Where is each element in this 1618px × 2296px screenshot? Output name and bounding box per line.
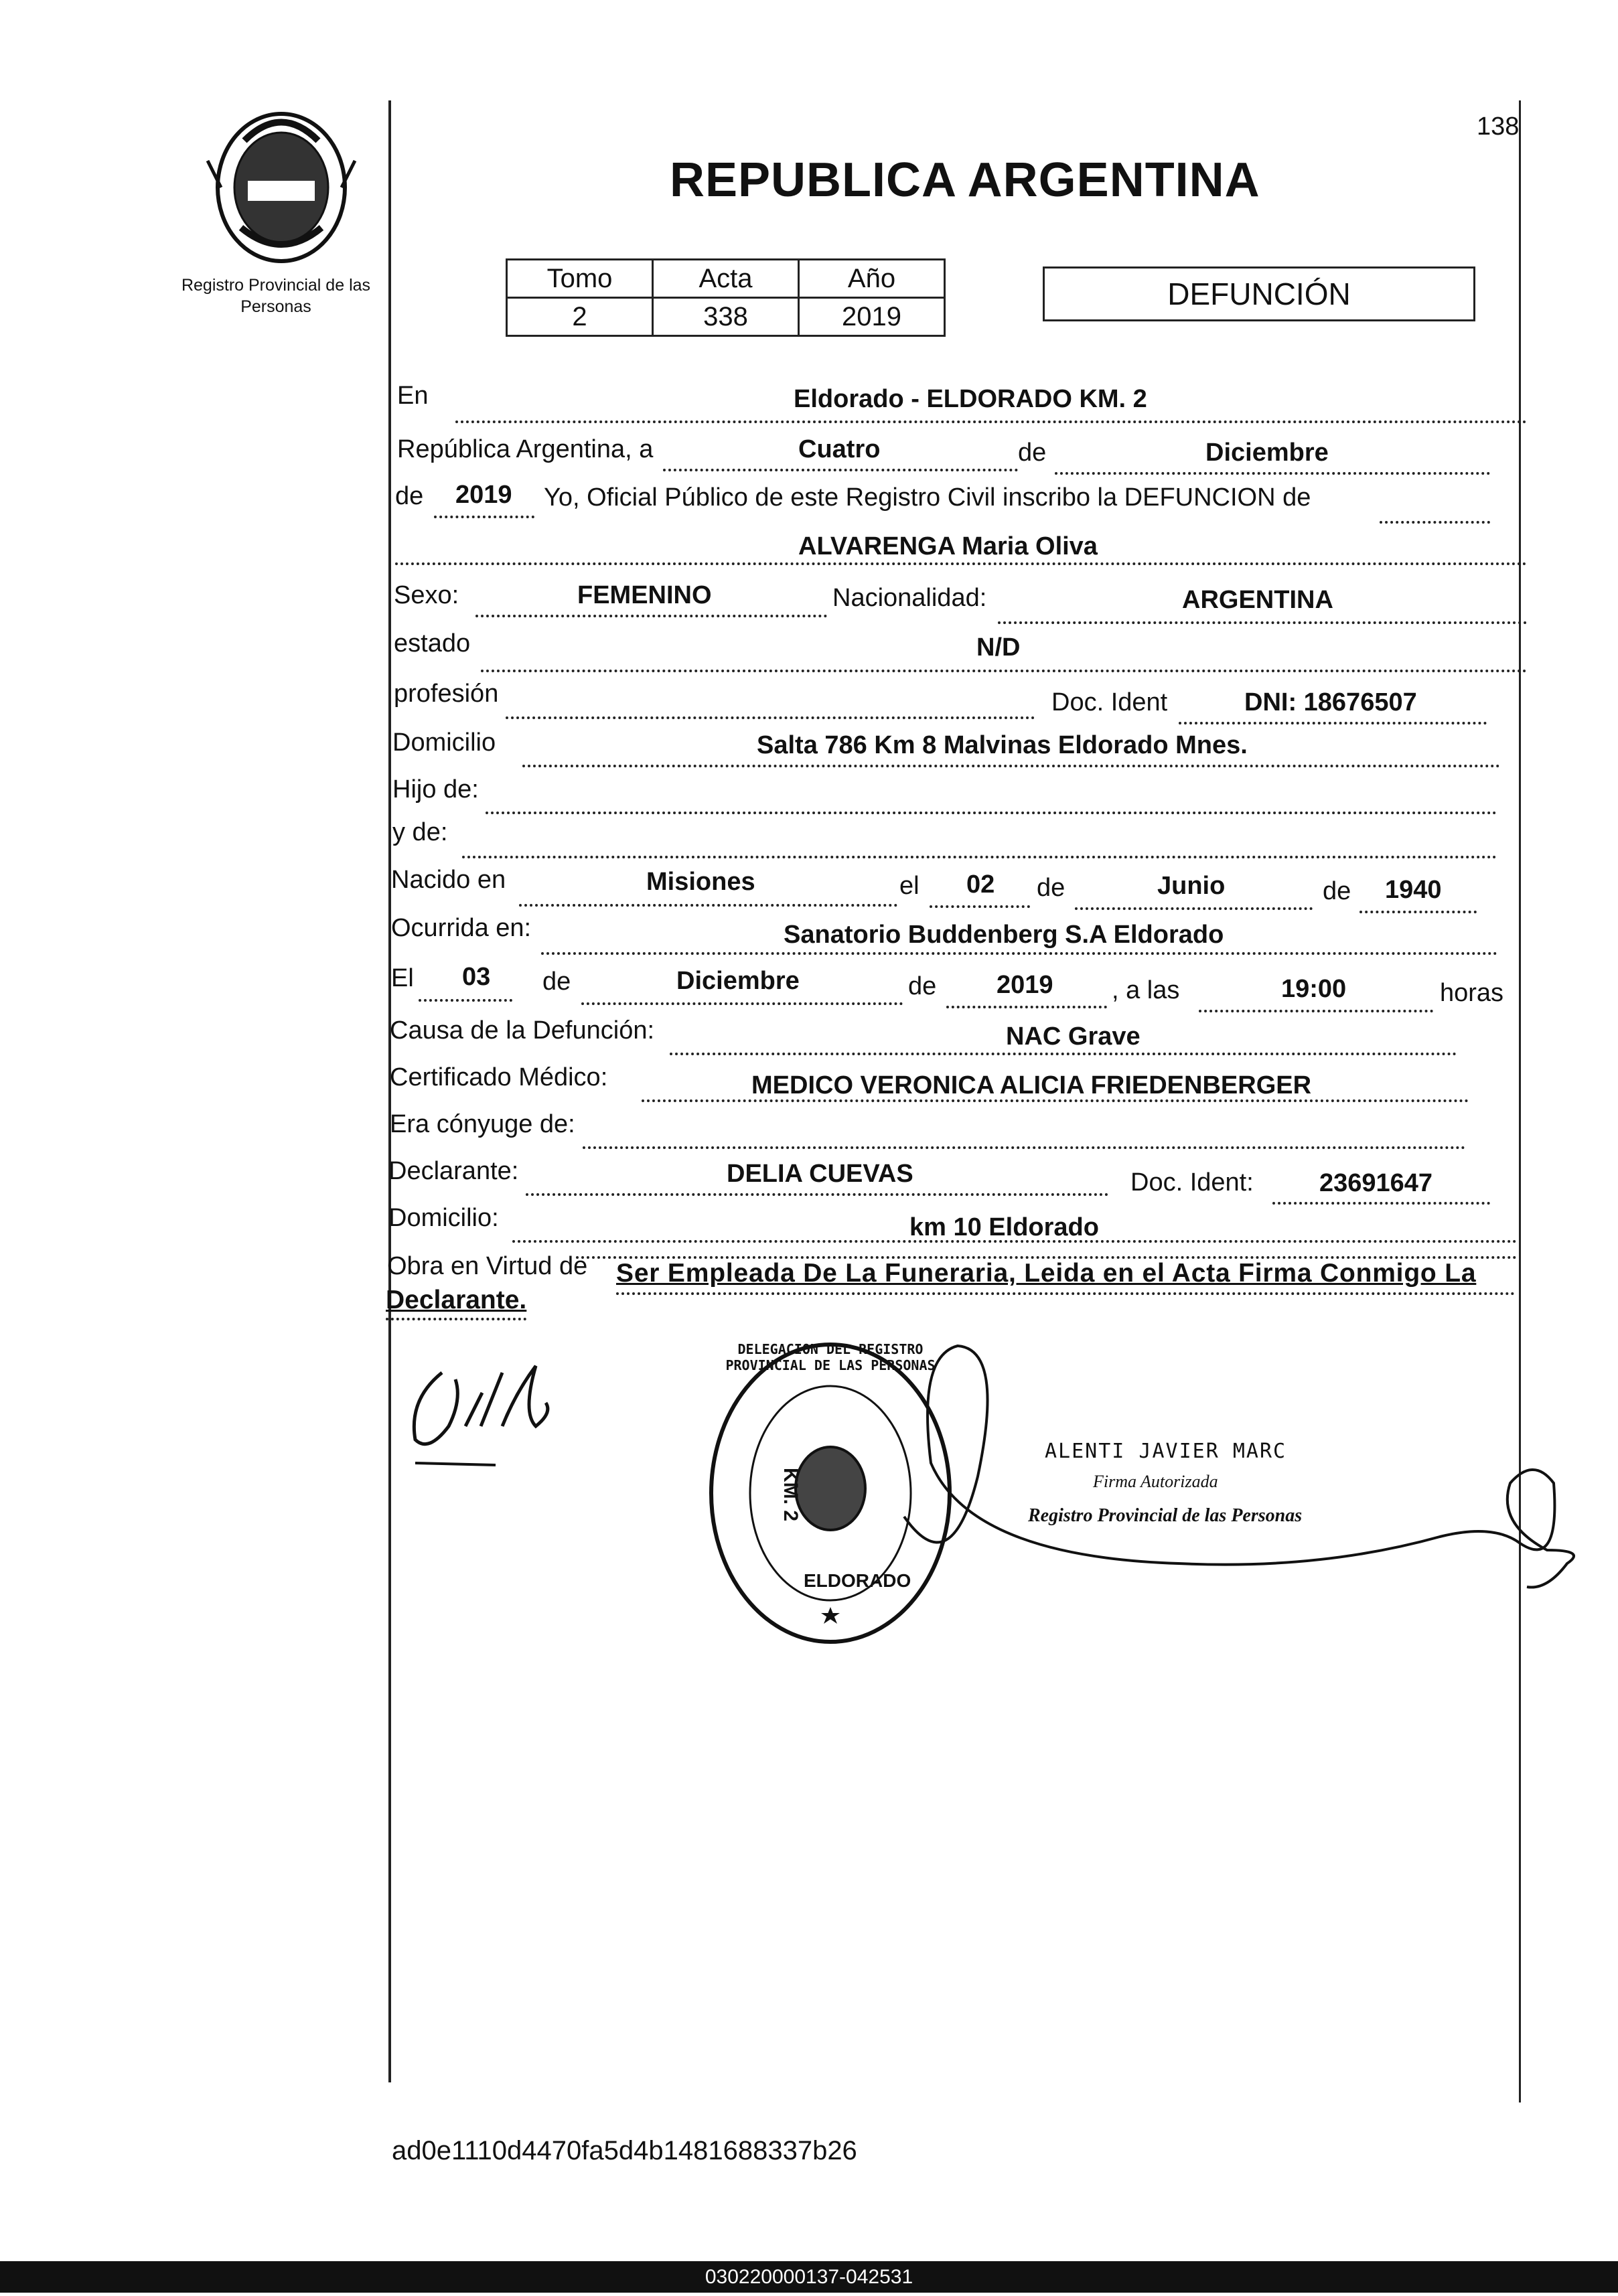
obra-line-1 <box>616 1292 1515 1295</box>
anio-value: 2019 <box>799 298 945 336</box>
causa-line <box>670 1053 1457 1055</box>
estado-line <box>481 670 1527 672</box>
obra-line-2 <box>386 1318 526 1320</box>
decl-doc-value: 23691647 <box>1319 1169 1433 1197</box>
provincial-seal <box>201 107 362 268</box>
doc-type-box <box>1043 266 1475 321</box>
death-time: 19:00 <box>1281 975 1347 1003</box>
ocurrida-line <box>541 952 1497 955</box>
declarante-line <box>526 1193 1108 1196</box>
nacido-line <box>519 904 897 907</box>
birth-day: 02 <box>966 870 995 899</box>
birth-month-line <box>1075 907 1313 910</box>
official-name: ALENTI JAVIER MARC <box>1045 1440 1287 1463</box>
declarante-label: Declarante: <box>388 1157 519 1185</box>
year-line <box>434 516 534 518</box>
domicilio2-value: km 10 Eldorado <box>909 1213 1099 1241</box>
decl-doc-label: Doc. Ident: <box>1130 1168 1254 1197</box>
official-title: Firma Autorizada <box>1093 1472 1218 1491</box>
month-line <box>1055 472 1490 475</box>
birth-year: 1940 <box>1385 876 1442 904</box>
doc-value: DNI: 18676507 <box>1244 688 1417 716</box>
year-value: 2019 <box>455 481 512 509</box>
profesion-label: profesión <box>394 680 499 708</box>
stamp-inner-left: KM. 2 <box>780 1467 802 1522</box>
en-label: En <box>397 382 429 410</box>
stamp-inner-right: ELDORADO <box>804 1570 911 1591</box>
nacionalidad-value: ARGENTINA <box>1182 586 1333 614</box>
day-word: Cuatro <box>798 435 881 463</box>
doc-line <box>1179 722 1487 724</box>
sexo-line <box>475 615 827 617</box>
certificado-label: Certificado Médico: <box>390 1063 608 1091</box>
document-hash: ad0e1110d4470fa5d4b1481688337b26 <box>392 2136 857 2165</box>
death-de-2: de <box>908 972 937 1000</box>
domicilio-value: Salta 786 Km 8 Malvinas Eldorado Mnes. <box>757 731 1248 759</box>
footer-bar <box>0 2261 1618 2293</box>
conyuge-label: Era cónyuge de: <box>390 1110 575 1138</box>
death-year-line <box>946 1006 1107 1008</box>
registry-label: Registro Provincial de las Personas <box>181 276 371 316</box>
sexo-value: FEMENINO <box>577 581 712 609</box>
inscribo-line <box>1380 521 1490 524</box>
death-day-line <box>419 999 512 1002</box>
birth-month: Junio <box>1157 872 1226 900</box>
tomo-header: Tomo <box>507 260 653 298</box>
anio-header: Año <box>799 260 945 298</box>
causa-label: Causa de la Defunción: <box>390 1016 655 1045</box>
domicilio-line <box>522 765 1500 767</box>
day-line <box>663 469 1018 471</box>
obra-text-2: Declarante. <box>386 1286 527 1314</box>
full-name: ALVARENGA Maria Oliva <box>798 532 1098 560</box>
acta-header: Acta <box>653 260 799 298</box>
month-value: Diciembre <box>1205 439 1329 467</box>
official-office: Registro Provincial de las Personas <box>1028 1505 1303 1526</box>
el-label: el <box>899 872 920 900</box>
death-time-line <box>1199 1010 1433 1012</box>
nacionalidad-line <box>998 621 1527 624</box>
causa-value: NAC Grave <box>1006 1022 1141 1051</box>
obra-label: Obra en Virtud de <box>387 1252 588 1280</box>
decl-doc-line <box>1272 1202 1490 1205</box>
death-day: 03 <box>462 963 491 991</box>
reference-table-header <box>507 260 945 298</box>
place-value: Eldorado - ELDORADO KM. 2 <box>794 385 1147 413</box>
declarante-value: DELIA CUEVAS <box>727 1160 913 1188</box>
page-number: 138 <box>1477 112 1520 141</box>
year-prefix: de <box>395 482 424 510</box>
acta-value: 338 <box>653 298 799 336</box>
stamp-ring-text: DELEGACION DEL REGISTRO PROVINCIAL DE LAS PERSONAS <box>725 1341 936 1373</box>
death-month: Diciembre <box>676 967 800 995</box>
barcode-text: 030220000137-042531 <box>705 2266 913 2288</box>
republica-label: República Argentina, a <box>397 435 654 463</box>
certificado-value: MEDICO VERONICA ALICIA FRIEDENBERGER <box>751 1071 1312 1099</box>
nacido-lugar: Misiones <box>646 868 755 896</box>
domicilio2-label: Domicilio: <box>388 1204 499 1232</box>
birth-day-line <box>930 905 1030 908</box>
yde-line <box>462 856 1497 858</box>
doc-label: Doc. Ident <box>1051 688 1168 716</box>
death-month-line <box>581 1002 903 1005</box>
domicilio-label: Domicilio <box>392 729 496 757</box>
alas-label: , a las <box>1112 976 1180 1004</box>
right-margin-line <box>1519 100 1521 2102</box>
profesion-line <box>506 716 1035 719</box>
en-line <box>455 420 1527 423</box>
de-label-1: de <box>1018 439 1047 467</box>
sexo-label: Sexo: <box>394 581 459 609</box>
ocurrida-value: Sanatorio Buddenberg S.A Eldorado <box>784 921 1224 949</box>
handwritten-signature <box>402 1353 563 1473</box>
reference-table-values <box>507 298 945 336</box>
hijo-label: Hijo de: <box>392 775 479 803</box>
estado-label: estado <box>394 629 471 658</box>
page-title: REPUBLICA ARGENTINA <box>670 153 1260 207</box>
tomo-value: 2 <box>507 298 653 336</box>
yde-label: y de: <box>392 818 448 846</box>
obra-text-1: Ser Empleada De La Funeraria, Leida en el Acta Firma Conmigo La <box>616 1259 1477 1288</box>
inscribo-text: Yo, Oficial Público de este Registro Civil inscribo la DEFUNCION de <box>544 483 1311 512</box>
ocurrida-label: Ocurrida en: <box>391 914 532 942</box>
death-year: 2019 <box>997 971 1053 999</box>
hijo-line <box>486 812 1497 814</box>
reference-table <box>506 258 946 337</box>
horas-label: horas <box>1440 979 1504 1007</box>
estado-value: N/D <box>976 633 1021 662</box>
name-line <box>395 562 1527 565</box>
el2-label: El <box>391 964 414 992</box>
conyuge-line <box>583 1146 1465 1149</box>
death-de-1: de <box>542 968 571 996</box>
signature-scribble <box>891 1329 1594 1610</box>
birth-year-line <box>1359 911 1477 913</box>
birth-de-1: de <box>1037 874 1065 902</box>
nacido-label: Nacido en <box>391 866 506 894</box>
doc-type: DEFUNCIÓN <box>1167 277 1351 311</box>
nacionalidad-label: Nacionalidad: <box>832 584 987 612</box>
birth-de-2: de <box>1323 877 1351 905</box>
